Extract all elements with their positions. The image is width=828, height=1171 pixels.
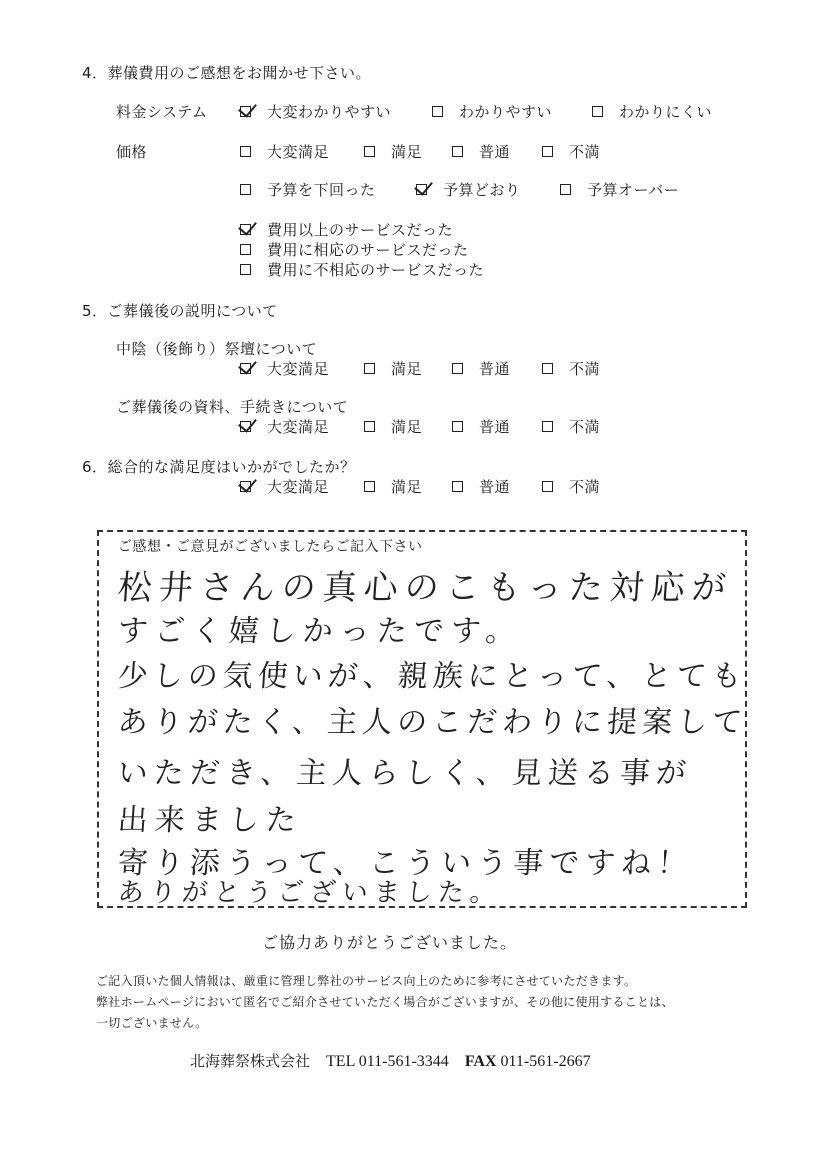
- checkbox-checked[interactable]: [240, 421, 251, 432]
- checkbox-checked[interactable]: [240, 106, 251, 117]
- checkbox[interactable]: [452, 481, 463, 492]
- service-option[interactable]: 費用に不相応のサービスだった: [240, 259, 484, 280]
- fax-number: 011-561-2667: [500, 1053, 591, 1070]
- checkbox[interactable]: [542, 421, 553, 432]
- documents-option[interactable]: 不満: [542, 416, 600, 437]
- checkbox[interactable]: [542, 481, 553, 492]
- checkbox[interactable]: [364, 363, 375, 374]
- checkbox[interactable]: [364, 421, 375, 432]
- budget-option[interactable]: 予算どおり: [416, 179, 521, 200]
- checkbox[interactable]: [452, 363, 463, 374]
- q5-title: 5．ご葬儀後の説明について: [82, 302, 278, 320]
- checkbox-checked[interactable]: [416, 184, 427, 195]
- checkbox[interactable]: [432, 106, 443, 117]
- altar-option[interactable]: 普通: [452, 358, 510, 379]
- q4-title: 4．葬儀費用のご感想をお聞かせ下さい。: [82, 64, 372, 82]
- fax-label: FAX: [464, 1053, 497, 1070]
- handwritten-line: ありがとうございました。: [116, 878, 503, 908]
- checkbox[interactable]: [240, 264, 251, 275]
- checkbox[interactable]: [542, 363, 553, 374]
- telephone: TEL 011-561-3344: [326, 1053, 449, 1070]
- checkbox[interactable]: [364, 481, 375, 492]
- checkbox-checked[interactable]: [240, 481, 251, 492]
- handwritten-line: 少しの気使いが、親族にとって、とても: [116, 659, 748, 694]
- checkbox[interactable]: [452, 421, 463, 432]
- pricing-system-option[interactable]: わかりにくい: [592, 101, 712, 122]
- handwritten-line: 松井さんの真心のこもった対応が: [116, 568, 735, 608]
- overall-option[interactable]: 満足: [364, 476, 422, 497]
- price-option[interactable]: 大変満足: [240, 141, 329, 162]
- budget-option[interactable]: 予算オーバー: [560, 179, 679, 200]
- price-option[interactable]: 普通: [452, 141, 510, 162]
- checkbox[interactable]: [452, 146, 463, 157]
- pricing-system-label: 料金システム: [116, 103, 208, 121]
- q6-title: 6．総合的な満足度はいかがでしたか？: [82, 458, 356, 476]
- fax: [465, 1053, 591, 1071]
- documents-label: ご葬儀後の資料、手続きについて: [116, 398, 349, 416]
- checkbox[interactable]: [240, 244, 251, 255]
- altar-option[interactable]: 満足: [364, 358, 422, 379]
- handwritten-line: 寄り添うって、こういう事ですね！: [116, 846, 695, 881]
- service-option[interactable]: 費用に相応のサービスだった: [240, 239, 469, 260]
- handwritten-line: いただき、主人らしく、見送る事が: [116, 756, 694, 791]
- service-option[interactable]: 費用以上のサービスだった: [240, 219, 453, 240]
- price-label: 価格: [116, 143, 148, 161]
- pricing-system-option[interactable]: わかりやすい: [432, 101, 552, 122]
- handwritten-line: 出来ました: [116, 803, 304, 838]
- budget-option[interactable]: 予算を下回った: [240, 179, 376, 200]
- handwritten-line: ありがたく、主人のこだわりに提案して: [116, 705, 749, 740]
- company-name: 北海葬祭株式会社: [190, 1052, 311, 1070]
- documents-option[interactable]: 満足: [364, 416, 422, 437]
- pricing-system-option[interactable]: 大変わかりやすい: [240, 101, 391, 122]
- overall-option[interactable]: 普通: [452, 476, 510, 497]
- privacy-notice-line: 一切ございません。: [96, 1016, 208, 1030]
- checkbox[interactable]: [240, 146, 251, 157]
- privacy-notice-line: 弊社ホームページにおいて匿名でご紹介させていただく場合がございますが、その他に使用することは、: [96, 995, 674, 1009]
- privacy-notice-line: ご記入頂いた個人情報は、厳重に管理し弊社のサービス向上のために参考にさせていただきます。: [96, 974, 637, 988]
- thanks-message: ご協力ありがとうございました。: [262, 933, 518, 952]
- altar-option[interactable]: 大変満足: [240, 358, 329, 379]
- overall-option[interactable]: 不満: [542, 476, 600, 497]
- footer: [190, 1050, 591, 1071]
- checkbox[interactable]: [592, 106, 603, 117]
- checkbox-checked[interactable]: [240, 224, 251, 235]
- price-option[interactable]: 不満: [542, 141, 600, 162]
- price-option[interactable]: 満足: [364, 141, 422, 162]
- handwritten-line: すごく嬉しかったです。: [116, 614, 524, 649]
- checkbox[interactable]: [240, 184, 251, 195]
- checkbox[interactable]: [542, 146, 553, 157]
- altar-label: 中陰（後飾り）祭壇について: [116, 340, 318, 358]
- comment-box-title: ご感想・ご意見がございましたらご記入下さい: [118, 539, 423, 555]
- checkbox[interactable]: [560, 184, 571, 195]
- documents-option[interactable]: 普通: [452, 416, 510, 437]
- checkbox-checked[interactable]: [240, 363, 251, 374]
- overall-option[interactable]: 大変満足: [240, 476, 329, 497]
- altar-option[interactable]: 不満: [542, 358, 600, 379]
- checkbox[interactable]: [364, 146, 375, 157]
- documents-option[interactable]: 大変満足: [240, 416, 329, 437]
